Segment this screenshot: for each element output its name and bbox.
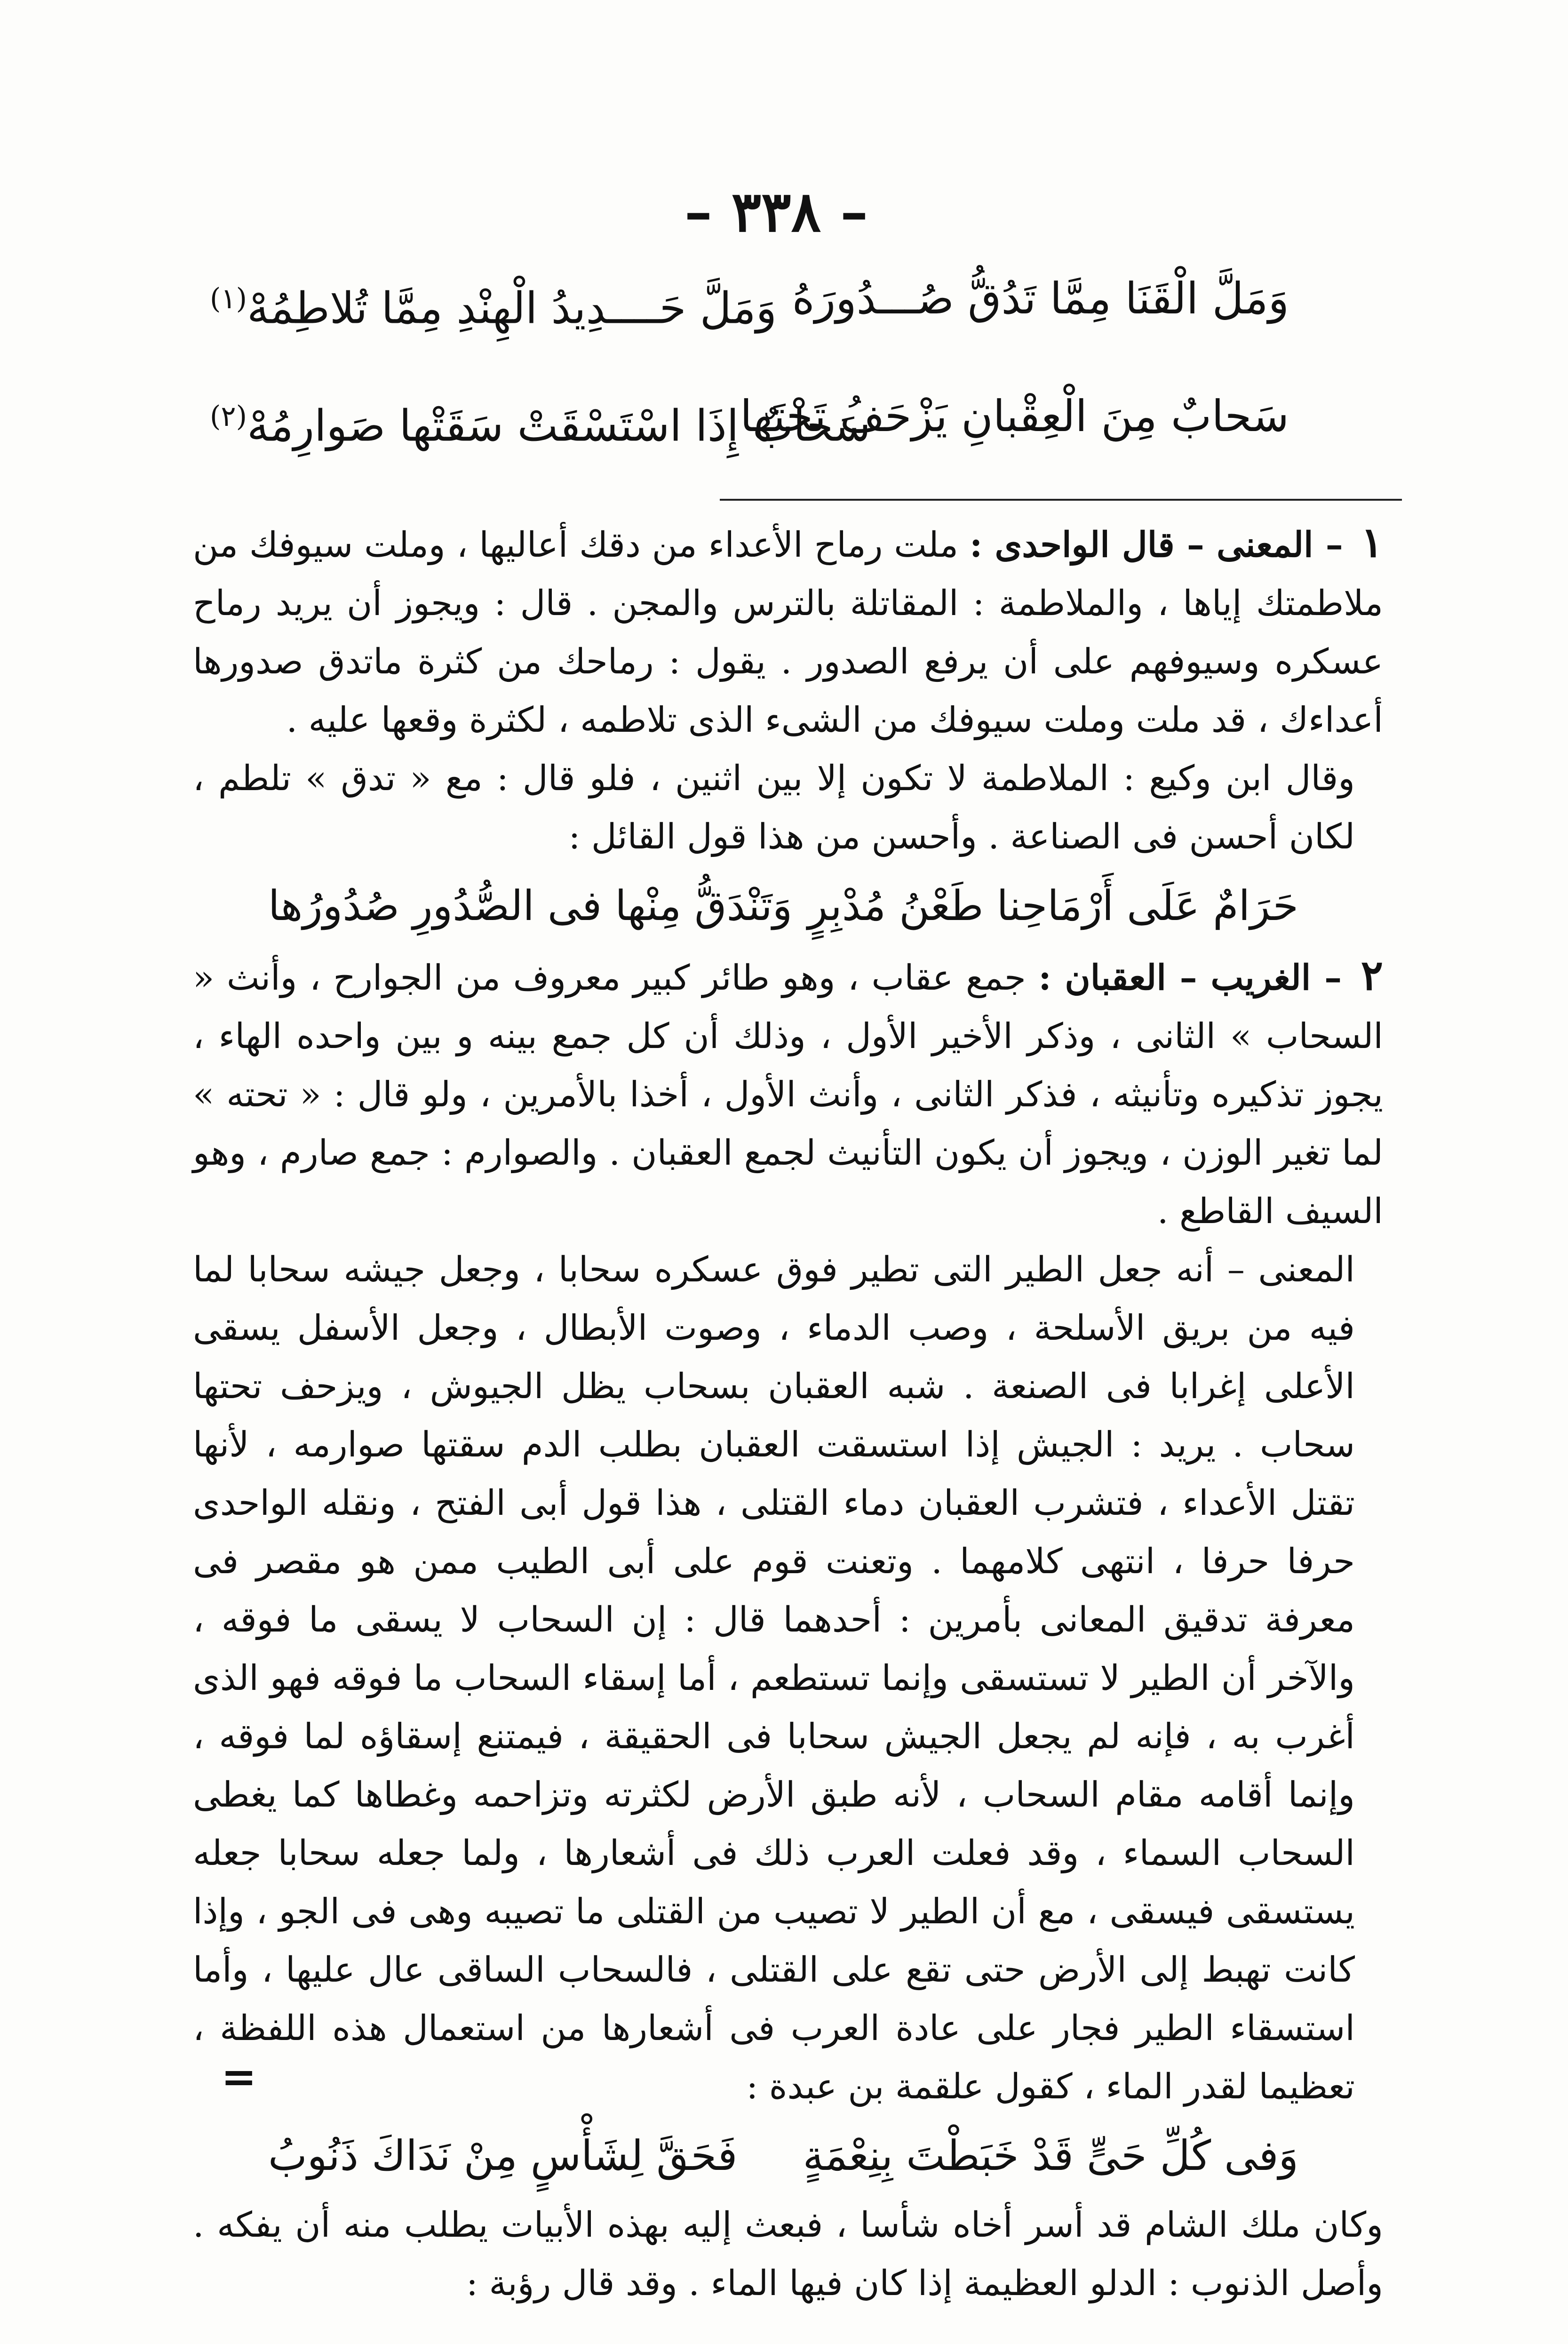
verse-2-first-hemistich: سَحابٌ مِنَ الْعِقْبانِ يَزْحَفُ تَحْتَها [740,391,1289,441]
quoted-verse-2-second: فَحَقَّ لِشَأْسٍ مِنْ نَدَاكَ ذَنُوبُ [268,2131,738,2180]
footnote-2-meaning: المعنى – أنه جعل الطير التى تطير فوق عسكره سحابا ، وجعل جيشه سحابا لما فيه من بريق الأسلحة ، وصب الدماء ، وصوت الأبطال ، وجعل الأسفل يسقى الأعلى إغرابا فى الصنعة . شبه العقبان بسحاب يظل الجيوش ، ويزحف تحتها سحاب . يريد : الجيش إذا استسقت العقبان بطلب الدم سقتها صوارمه ، لأنها تقتل الأعداء ، فتشرب العقبان دماء القتلى ، هذا قول أبى الفتح ، ونقله الواحدى حرفا حرفا ، انتهى كلامهما . وتعنت قوم على أبى الطيب ممن هو مقصر فى معرفة تدقيق المعانى بأمرين : أحدهما قال : إن السحاب لا يسقى ما فوقه ، والآخر أن الطير لا تستسقى وإنما تستطعم ، أما إسقاء السحاب ما فوقه فهو الذى أغرب به ، فإنه لم يجعل الجيش سحابا فى الحقيقة ، فيمتنع إسقاؤه لما فوقه ، وإنما أقامه مقام السحاب ، لأنه طبق الأرض لكثرته وتزاحمه وغطاها كما يغطى السحاب السماء ، وقد فعلت العرب ذلك فى أشعارها ، ولما جعله سحابا جعله يستسقى فيسقى ، مع أن الطير لا تصيب من القتلى ما تصيبه وهى فى الجو ، وإذا كانت تهبط إلى الأرض حتى تقع على القتلى ، فالسحاب الساقى عال عليها ، وأما استسقاء الطير فجار على عادة العرب فى أشعارها من استعمال هذه اللفظة ، تعظيما لقدر الماء ، كقول علقمة بن عبدة : [193,1249,1355,2107]
footnote-divider [720,499,1402,501]
page-number: – ٣٣٨ – [684,179,868,244]
footnote-2-number: ٢ [1361,951,1383,1000]
footnote-1-continuation: وقال ابن وكيع : الملاطمة لا تكون إلا بين اثنين ، فلو قال : مع « تدق » تلطم ، لكان أحسن فى الصناعة . وأحسن من هذا قول القائل : [193,758,1355,857]
verse-line-1 [207,264,1289,334]
verse-1-first-hemistich: وَمَلَّ الْقَنَا مِمَّا تَدُقُّ صُـــدُورَهُ [792,273,1289,324]
footnote-marker-1: (١) [210,282,247,315]
verse-1-second-hemistich [207,264,777,344]
quoted-verse-1-second: وَتَنْدَقُّ مِنْها فى الصُّدُورِ صُدُورُها [268,881,793,930]
verse-2-second-hemistich [207,381,871,462]
footnote-1 [193,513,1383,749]
footnote-2-closing: وكان ملك الشام قد أسر أخاه شأسا ، فبعث إليه بهذه الأبيات يطلب منه أن يفكه . وأصل الذنوب : الدلو العظيمة إذا كان فيها الماء . وقد قال رؤبة : [193,2205,1383,2304]
footnote-marker-2: (٢) [210,400,247,433]
verse-1-second-text: وَمَلَّ حَــــدِيدُ الْهِنْدِ مِمَّا تُلاطِمُهْ [247,283,777,334]
footnote-1-heading: – المعنى – قال الواحدى : [969,525,1343,565]
verse-2-second-text: سَحابٌ إِذَا اسْتَسْقَتْ سَقَتْها صَوارِمُهْ [247,400,871,451]
footnote-1-number: ١ [1361,518,1383,567]
quoted-verse-2 [193,2120,1383,2191]
footnote-2 [193,946,1383,1240]
quoted-verse-1 [193,871,1383,941]
footnotes-block [193,513,1383,2312]
footnote-1-text: ملت رماح الأعداء من دقك أعاليها ، وملت سيوفك من ملاطمتك إياها ، والملاطمة : المقاتلة بالترس والمجن . قال : ويجوز أن يريد رماح عسكره وسيوفهم على أن يرفع الصدور . يقول : رماحك من كثرة ماتدق صدورها أعداءك ، قد ملت وملت سيوفك من الشىء الذى تلاطمه ، لكثرة وقعها عليه . [193,525,1383,740]
verse-line-2 [207,381,1289,452]
continuation-mark: = [221,2052,257,2102]
footnote-2-text: جمع عقاب ، وهو طائر كبير معروف من الجوارح ، وأنث « السحاب » الثانى ، وذكر الأخير الأول ، وذلك أن كل جمع بينه و بين واحده الهاء ، يجوز تذكيره وتأنيثه ، فذكر الثانى ، وأنث الأول ، أخذا بالأمرين ، ولو قال : « تحته » لما تغير الوزن ، ويجوز أن يكون التأنيث لجمع العقبان . والصوارم : جمع صارم ، وهو السيف القاطع . [193,958,1383,1232]
footnote-2-heading: – الغريب – العقبان : [1038,958,1342,998]
quoted-verse-1-first: حَرَامٌ عَلَى أَرْمَاحِنا طَعْنُ مُدْبِرٍ [807,881,1298,930]
quoted-verse-2-first: وَفى كُلِّ حَىٍّ قَدْ خَبَطْتَ بِنِعْمَةٍ [803,2131,1298,2180]
